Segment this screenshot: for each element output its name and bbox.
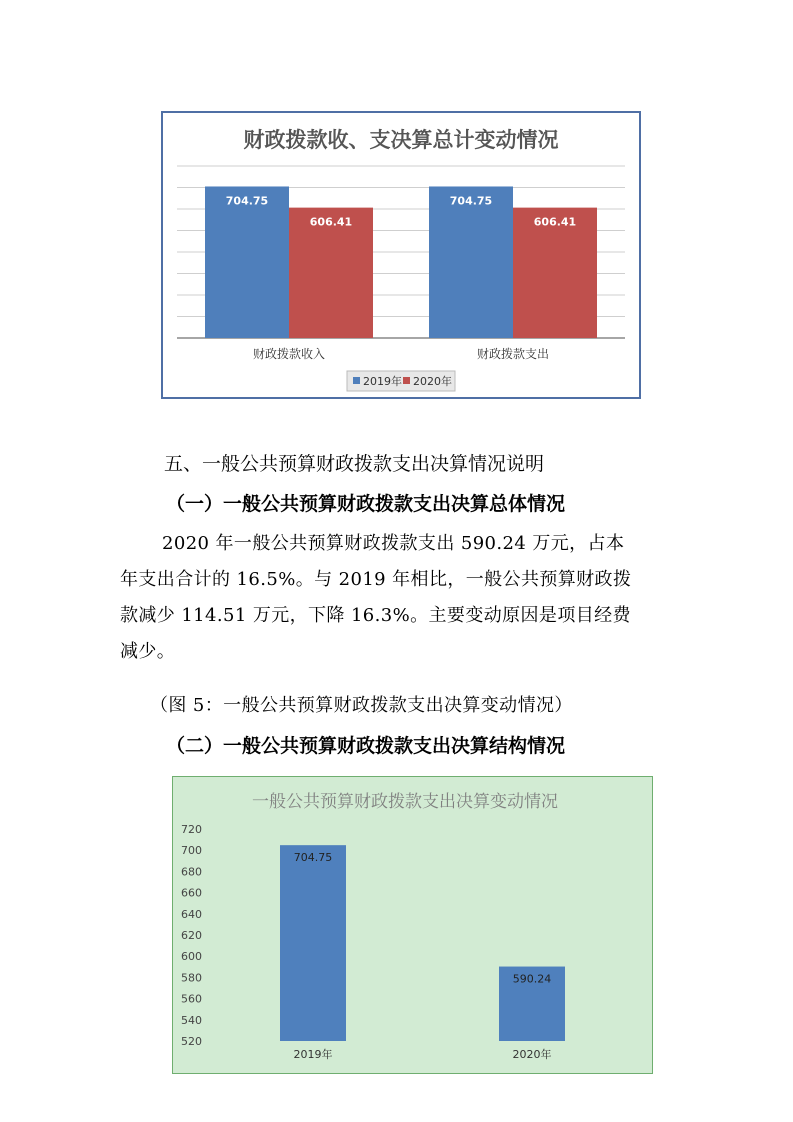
y-tick-label: 600 [181,950,202,964]
bar-label: 606.41 [533,215,577,229]
legend-swatch [353,377,360,384]
para-line-3: 款减少 114.51 万元，下降 16.3%。主要变动原因是项目经费 [120,605,631,626]
sub1-heading: （一）一般公共预算财政拨款支出决算总体情况 [166,493,566,515]
y-tick-label: 620 [181,929,202,942]
chart1-title: 财政拨款收、支决算总计变动情况 [243,128,559,152]
y-tick-label: 540 [181,1013,202,1027]
para-line-2: 年支出合计的 16.5%。与 2019 年相比，一般公共预算财政拨 [120,569,632,590]
chart1-svg [163,113,639,397]
bar-0-0 [205,186,289,338]
category-label: 2020年 [512,1048,552,1061]
bar-label: 704.75 [225,194,269,208]
bar-label: 590.24 [512,972,552,986]
chart-revenue-expense-total [161,111,641,399]
category-label: 财政拨款收入 [252,347,326,361]
legend-label: 2020年 [413,375,452,388]
bar-label: 704.75 [293,851,333,865]
y-tick-label: 580 [181,971,202,985]
y-tick-label: 720 [181,823,202,836]
bar-1-0 [429,186,513,338]
y-tick-label: 520 [181,1035,202,1048]
bar-0 [280,845,346,1041]
chart1-legend [347,371,455,391]
figure-caption: （图 5：一般公共预算财政拨款支出决算变动情况） [150,695,573,716]
legend-swatch [403,377,410,384]
y-tick-label: 660 [181,886,202,900]
y-tick-label: 700 [181,844,202,858]
bar-label: 704.75 [449,194,493,208]
category-label: 财政拨款支出 [476,347,550,361]
legend-label: 2019年 [363,375,402,388]
chart-general-budget-expense [172,776,653,1074]
section5-heading: 五、一般公共预算财政拨款支出决算情况说明 [164,453,545,475]
para-line-4: 减少。 [120,641,176,662]
y-tick-label: 680 [181,865,202,879]
sub2-heading: （二）一般公共预算财政拨款支出决算结构情况 [166,735,566,757]
y-tick-label: 560 [181,992,202,1006]
para-line-1: 2020 年一般公共预算财政拨款支出 590.24 万元，占本 [162,533,625,554]
y-tick-label: 640 [181,907,202,921]
category-label: 2019年 [293,1048,333,1061]
chart2-svg [173,777,652,1073]
bar-label: 606.41 [309,215,353,229]
chart2-title: 一般公共预算财政拨款支出决算变动情况 [252,792,558,812]
